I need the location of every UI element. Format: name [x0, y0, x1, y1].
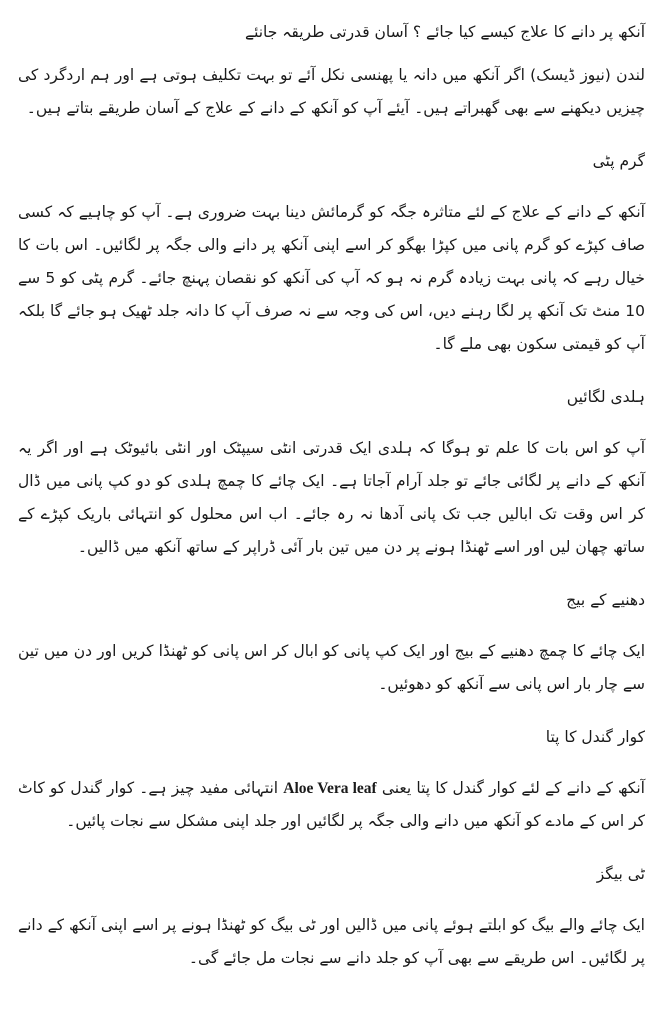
aloe-body-before: آنکھ کے دانے کے لئے کوار گندل کا پتا یعنی — [381, 779, 645, 797]
section-body-warm-compress: آنکھ کے دانے کے علاج کے لئے متاثرہ جگہ کو گرمائش دینا بہت ضروری ہے۔ آپ کو چاہیے کہ کسی صاف کپڑے کو گرم پانی میں کپڑا بھگو کر اسے اپنی آنکھ پر دانے والی جگہ پر لگائیں۔ اس بات کا خیال رہے کہ پانی بہت زیادہ گرم نہ ہو کہ آپ کی آنکھ کو نقصان پہنچ جائے۔ گرم پٹی کو 5 سے 10 منٹ تک آنکھ پر لگا رہنے دیں، اس کی وجہ سے نہ صرف آپ کا دانہ جلد ٹھیک ہو جائے گا بلکہ آپ کو قیمتی سکون بھی ملے گا۔ — [18, 203, 645, 353]
section-heading-tea-bags: ٹی بیگز — [596, 865, 645, 883]
section-heading-coriander: دھنیے کے بیج — [566, 591, 645, 609]
intro-paragraph: لندن (نیوز ڈیسک) اگر آنکھ میں دانہ یا پھنسی نکل آئے تو بہت تکلیف ہوتی ہے اور ہم اردگرد کی چیزیں دیکھنے سے بھی گھبراتے ہیں۔ آیئے آپ کو آنکھ کے دانے کے علاج کے آسان طریقے بتاتے ہیں۔ — [18, 66, 645, 117]
aloe-body-after: انتہائی مفید چیز ہے۔ کوار گندل کو کاٹ کر اس کے مادے کو آنکھ میں دانے والی جگہ پر لگائیں اور جلد اپنی مشکل سے نجات پائیں۔ — [18, 779, 645, 830]
article-title: آنکھ پر دانے کا علاج کیسے کیا جائے ؟ آسان قدرتی طریقہ جانئے — [244, 23, 645, 41]
section-body-turmeric: آپ کو اس بات کا علم تو ہوگا کہ ہلدی ایک قدرتی انٹی سیپٹک اور انٹی بائیوٹک ہے اور اگر یہ آنکھ کے دانے پر لگائی جائے تو جلد آرام آجاتا ہے۔ ایک چائے کا چمچ ہلدی کو دو کپ پانی میں ڈال کر اس وقت تک ابالیں جب تک پانی آدھا نہ رہ جائے۔ اب اس محلول کو انتہائی باریک کپڑے کے ساتھ چھان لیں اور اسے ٹھنڈا ہونے پر دن میں تین بار آئی ڈراپر کے ساتھ آنکھ میں ڈالیں۔ — [18, 439, 645, 556]
section-heading-warm-compress: گرم پٹی — [592, 152, 645, 170]
section-heading-aloe-vera: کوار گندل کا پتا — [545, 728, 645, 746]
section-heading-turmeric: ہلدی لگائیں — [566, 388, 645, 406]
section-body-aloe-vera — [18, 772, 645, 838]
aloe-body-english-term: Aloe Vera leaf — [283, 780, 377, 797]
section-body-coriander: ایک چائے کا چمچ دھنیے کے بیج اور ایک کپ پانی کو ابال کر اس پانی کو ٹھنڈا کریں اور دن میں تین سے چار بار اس پانی سے آنکھ کو دھوئیں۔ — [18, 642, 645, 693]
section-body-tea-bags: ایک چائے والے بیگ کو ابلتے ہوئے پانی میں ڈالیں اور ٹی بیگ کو ٹھنڈا ہونے پر اسے اپنی آنکھ کے دانے پر لگائیں۔ اس طریقے سے بھی آپ کو جلد دانے سے نجات مل جائے گی۔ — [18, 916, 645, 967]
